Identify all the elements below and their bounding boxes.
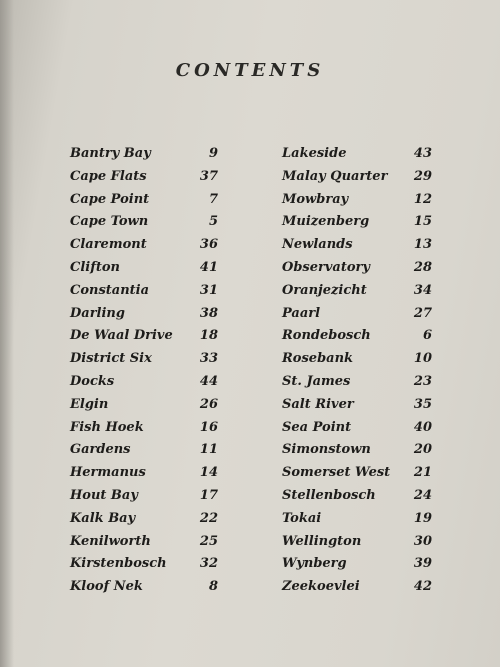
- contents-entry: [70, 394, 218, 417]
- contents-entry: [282, 211, 432, 234]
- contents-entry: [70, 303, 218, 326]
- entry-title: Rosebank: [282, 351, 354, 367]
- entry-page-number: 38: [199, 305, 218, 321]
- contents-entry: [70, 439, 218, 462]
- entry-page-number: 7: [208, 191, 218, 207]
- entry-page-number: 13: [413, 237, 432, 253]
- contents-entry: [282, 371, 432, 394]
- entry-page-number: 24: [413, 487, 432, 503]
- contents-column-left: [70, 143, 218, 599]
- entry-title: Claremont: [70, 237, 147, 253]
- entry-title: Clifton: [70, 259, 120, 275]
- entry-title: District Six: [70, 351, 152, 367]
- entry-page-number: 19: [413, 510, 432, 526]
- entry-page-number: 36: [199, 237, 218, 253]
- entry-page-number: 40: [413, 419, 432, 435]
- entry-title: Kloof Nek: [70, 579, 143, 595]
- contents-entry: [70, 348, 218, 371]
- contents-entry: [70, 166, 218, 189]
- entry-page-number: 9: [208, 146, 218, 161]
- entry-page-number: 28: [413, 259, 432, 275]
- entry-title: Wellington: [282, 533, 362, 549]
- entry-title: Rondebosch: [282, 328, 371, 344]
- entry-title: Somerset West: [282, 465, 391, 481]
- contents-entry: [282, 417, 432, 440]
- binding-shadow: [0, 0, 14, 667]
- entry-page-number: 39: [413, 556, 432, 572]
- entry-page-number: 41: [199, 259, 218, 275]
- contents-entry: [70, 257, 218, 280]
- entry-title: Hermanus: [70, 465, 146, 481]
- contents-entry: [70, 417, 218, 440]
- entry-title: Constantia: [70, 282, 150, 298]
- entry-title: Sea Point: [282, 419, 352, 435]
- entry-page-number: 25: [199, 533, 218, 549]
- contents-entry: [282, 143, 432, 166]
- entry-title: Kenilworth: [70, 533, 151, 549]
- contents-entry: [70, 371, 218, 394]
- entry-page-number: 11: [199, 442, 218, 458]
- entry-title: Zeekoevlei: [282, 579, 360, 595]
- entry-title: Tokai: [282, 510, 322, 526]
- contents-entry: [70, 189, 218, 212]
- entry-title: Malay Quarter: [282, 168, 388, 184]
- entry-page-number: 34: [413, 282, 432, 298]
- entry-title: Gardens: [70, 442, 131, 458]
- entry-title: Mowbray: [282, 191, 349, 207]
- contents-entry: [282, 439, 432, 462]
- contents-entry: [282, 303, 432, 326]
- entry-title: Kalk Bay: [70, 510, 136, 526]
- contents-entry: [70, 462, 218, 485]
- contents-entry: [282, 257, 432, 280]
- contents-entry: [70, 280, 218, 303]
- entry-page-number: 37: [199, 168, 218, 184]
- contents-entry: [70, 211, 218, 234]
- entry-page-number: 32: [199, 556, 218, 572]
- contents-column-right: [282, 143, 432, 599]
- entry-title: De Waal Drive: [70, 328, 173, 344]
- entry-page-number: 43: [413, 146, 432, 161]
- entry-page-number: 16: [199, 419, 218, 435]
- entry-title: Cape Town: [70, 214, 149, 230]
- entry-title: St. James: [282, 373, 351, 389]
- contents-entry: [70, 325, 218, 348]
- entry-page-number: 21: [413, 465, 432, 481]
- entry-page-number: 6: [422, 328, 432, 344]
- entry-title: Lakeside: [282, 146, 347, 161]
- contents-entry: [282, 576, 432, 599]
- entry-title: Darling: [70, 305, 125, 321]
- entry-title: Wynberg: [282, 556, 347, 572]
- entry-title: Cape Flats: [70, 168, 147, 184]
- contents-entry: [282, 553, 432, 576]
- contents-entry: [70, 553, 218, 576]
- entry-page-number: 12: [413, 191, 432, 207]
- entry-page-number: 14: [199, 465, 218, 481]
- entry-title: Muizenberg: [282, 214, 370, 230]
- entry-title: Oranjezicht: [282, 282, 367, 298]
- contents-entry: [70, 143, 218, 166]
- contents-entry: [282, 485, 432, 508]
- entry-page-number: 35: [413, 396, 432, 412]
- contents-entry: [70, 531, 218, 554]
- entry-page-number: 10: [413, 351, 432, 367]
- contents-entry: [70, 234, 218, 257]
- contents-entry: [282, 531, 432, 554]
- contents-heading: CONTENTS: [175, 60, 325, 81]
- entry-page-number: 44: [199, 373, 218, 389]
- entry-title: Salt River: [282, 396, 354, 412]
- entry-title: Docks: [70, 373, 115, 389]
- entry-page-number: 8: [208, 579, 218, 595]
- entry-page-number: 5: [208, 214, 218, 230]
- contents-entry: [70, 485, 218, 508]
- entry-page-number: 31: [199, 282, 218, 298]
- contents-entry: [282, 348, 432, 371]
- entry-title: Stellenbosch: [282, 487, 376, 503]
- entry-title: Hout Bay: [70, 487, 138, 503]
- contents-entry: [70, 508, 218, 531]
- entry-title: Fish Hoek: [70, 419, 144, 435]
- entry-page-number: 22: [199, 510, 218, 526]
- entry-page-number: 42: [413, 579, 432, 595]
- contents-entry: [282, 508, 432, 531]
- contents-entry: [282, 234, 432, 257]
- entry-page-number: 29: [413, 168, 432, 184]
- contents-entry: [282, 394, 432, 417]
- entry-title: Newlands: [282, 237, 353, 253]
- entry-page-number: 26: [199, 396, 218, 412]
- entry-title: Elgin: [70, 396, 109, 412]
- entry-title: Observatory: [282, 259, 370, 275]
- entry-title: Simonstown: [282, 442, 371, 458]
- contents-entry: [282, 189, 432, 212]
- contents-entry: [282, 166, 432, 189]
- entry-title: Paarl: [282, 305, 321, 321]
- entry-page-number: 18: [199, 328, 218, 344]
- contents-entry: [70, 576, 218, 599]
- entry-page-number: 23: [413, 373, 432, 389]
- contents-entry: [282, 462, 432, 485]
- entry-page-number: 30: [413, 533, 432, 549]
- entry-page-number: 17: [199, 487, 218, 503]
- entry-title: Cape Point: [70, 191, 150, 207]
- entry-page-number: 27: [413, 305, 432, 321]
- entry-page-number: 15: [413, 214, 432, 230]
- entry-page-number: 20: [413, 442, 432, 458]
- contents-entry: [282, 280, 432, 303]
- contents-entry: [282, 325, 432, 348]
- entry-title: Bantry Bay: [70, 146, 151, 161]
- entry-page-number: 33: [199, 351, 218, 367]
- entry-title: Kirstenbosch: [70, 556, 167, 572]
